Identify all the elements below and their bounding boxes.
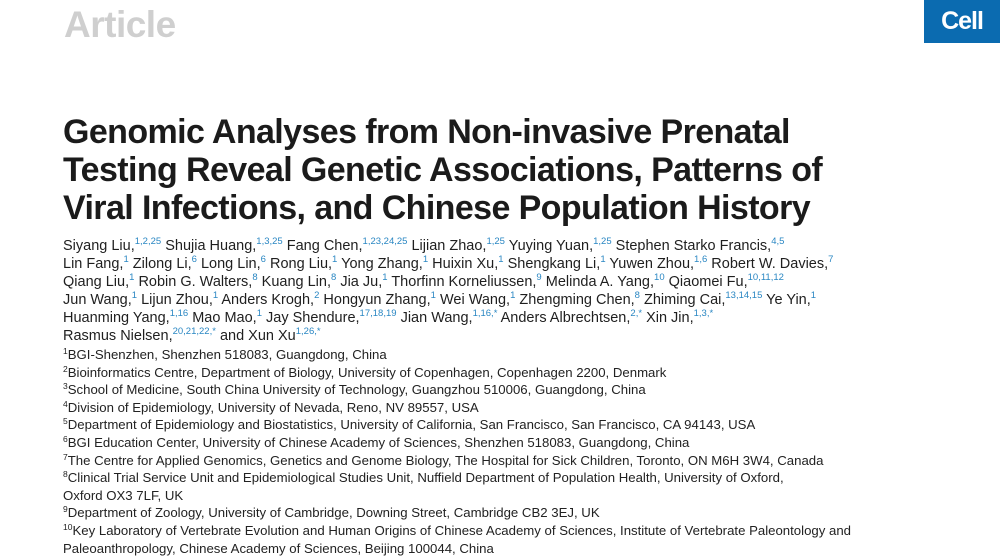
title-line: Testing Reveal Genetic Associations, Patterns of	[63, 151, 823, 189]
author-name: Xin Jin,	[646, 309, 694, 326]
author-name: Shengkang Li,	[507, 255, 601, 272]
author-affiliation-marks[interactable]: 1	[498, 253, 504, 265]
author-name: Yuwen Zhou,	[609, 255, 695, 272]
affiliation	[63, 487, 943, 505]
author[interactable]	[340, 271, 388, 290]
author-name: Jia Ju,	[340, 273, 383, 290]
author[interactable]	[766, 289, 817, 308]
author[interactable]	[200, 253, 266, 272]
journal-logo[interactable]	[924, 0, 1000, 43]
affiliation-text: Clinical Trial Service Unit and Epidemiological Studies Unit, Nuffield Department of Population Health, University of Oxford,	[67, 470, 784, 486]
author[interactable]	[221, 289, 320, 308]
author[interactable]	[192, 307, 262, 326]
author[interactable]	[609, 253, 708, 272]
author-affiliation-marks[interactable]: 17,18,19	[359, 307, 397, 319]
affiliation-text: Key Laboratory of Vertebrate Evolution and Human Origins of Chinese Academy of Sciences, Institute of Vertebrate Paleontology and	[72, 522, 851, 538]
affiliation-text: Bioinformatics Centre, Department of Biology, University of Copenhagen, Copenhagen 2200, Denmark	[67, 364, 667, 380]
author-name: Hongyun Zhang,	[323, 291, 431, 308]
affiliation	[63, 540, 943, 557]
affiliation-number: 9	[63, 504, 68, 515]
author[interactable]	[391, 271, 542, 290]
affiliation-text: BGI Education Center, University of Chinese Academy of Sciences, Shenzhen 518083, Guangdong, China	[67, 434, 690, 450]
author-name: Long Lin,	[200, 255, 261, 272]
journal-logo-text: Cell	[941, 7, 983, 35]
author-affiliation-marks[interactable]: 1,3,25	[256, 236, 283, 247]
affiliation-text: Department of Zoology, University of Cambridge, Downing Street, Cambridge CB2 3EJ, UK	[67, 505, 600, 521]
author[interactable]	[63, 325, 216, 344]
author[interactable]	[287, 238, 408, 254]
author-affiliation-marks[interactable]: 2	[314, 289, 320, 301]
affiliation-text: Oxford OX3 7LF, UK	[63, 487, 184, 503]
author-affiliation-marks[interactable]: 1,2,25	[134, 236, 162, 247]
affiliation	[63, 364, 943, 382]
author-affiliation-marks[interactable]: 6	[260, 253, 266, 265]
author[interactable]	[165, 238, 283, 254]
author[interactable]	[219, 325, 321, 344]
author-name: Yong Zhang,	[341, 255, 423, 272]
author-name: Jian Wang,	[400, 309, 473, 326]
affiliation	[63, 416, 943, 434]
author[interactable]	[341, 253, 429, 272]
author-affiliation-marks[interactable]: 1	[600, 253, 606, 265]
author-name: Qiaomei Fu,	[668, 273, 748, 290]
author[interactable]	[500, 307, 643, 326]
affiliation-text: Paleoanthropology, Chinese Academy of Sciences, Beijing 100044, China	[63, 540, 494, 556]
affiliation-number: 2	[63, 363, 68, 374]
affiliation-list	[63, 346, 943, 557]
author-affiliation-marks[interactable]: 4,5	[771, 236, 785, 247]
author-affiliation-marks[interactable]: 10,11,12	[747, 271, 784, 283]
author-name: Rong Liu,	[269, 255, 333, 272]
affiliation-number: 5	[63, 416, 68, 427]
author-name: Qiang Liu,	[63, 273, 130, 290]
author[interactable]	[266, 307, 397, 326]
affiliation	[63, 434, 943, 452]
author[interactable]	[411, 238, 504, 254]
author-affiliation-marks[interactable]: 1,3,*	[693, 307, 714, 319]
section-label: Article	[64, 4, 176, 45]
author-affiliation-marks[interactable]: 1,16	[169, 307, 189, 319]
author-affiliation-marks[interactable]: 1	[510, 289, 516, 301]
author-name: Jun Wang,	[63, 291, 132, 308]
author-name: Melinda A. Yang,	[545, 273, 655, 290]
author-affiliation-marks[interactable]: 1	[332, 253, 338, 265]
affiliation	[63, 522, 943, 540]
author-affiliation-marks[interactable]: 13,14,15	[725, 289, 763, 301]
affiliation	[63, 452, 943, 470]
author[interactable]	[432, 253, 504, 272]
author-affiliation-marks[interactable]: 8	[331, 271, 337, 283]
author[interactable]	[439, 289, 516, 308]
affiliation-number: 1	[63, 346, 68, 356]
author-affiliation-marks[interactable]: 1,23,24,25	[362, 236, 408, 247]
author-name: Lijun Zhou,	[141, 291, 213, 308]
author-affiliation-marks[interactable]: 1	[129, 271, 135, 283]
affiliation-text: BGI-Shenzhen, Shenzhen 518083, Guangdong, China	[67, 347, 387, 362]
affiliation	[63, 504, 943, 522]
author-line	[63, 289, 943, 310]
author[interactable]	[269, 253, 338, 272]
author-name: Wei Wang,	[439, 291, 511, 308]
author-name: Jay Shendure,	[266, 309, 360, 326]
author-name: Yuying Yuan,	[508, 238, 594, 254]
author[interactable]	[323, 289, 436, 308]
affiliation-number: 3	[63, 381, 68, 392]
author-affiliation-marks[interactable]: 1	[256, 307, 262, 319]
author-line	[63, 253, 943, 274]
article-title	[63, 113, 863, 227]
author-list	[63, 238, 943, 345]
affiliation	[63, 469, 943, 487]
affiliation-number: 7	[63, 451, 68, 462]
author-name: Fang Chen,	[286, 238, 363, 254]
author-affiliation-marks[interactable]: 1	[810, 289, 817, 301]
author[interactable]	[507, 253, 606, 272]
author[interactable]	[711, 253, 834, 272]
author[interactable]	[616, 238, 785, 254]
author[interactable]	[519, 289, 640, 308]
author[interactable]	[644, 289, 763, 308]
author[interactable]	[63, 307, 189, 326]
author-affiliation-marks[interactable]: 1	[382, 271, 388, 283]
affiliation	[63, 346, 943, 364]
author[interactable]	[400, 307, 498, 326]
author-affiliation-marks[interactable]: 7	[828, 253, 834, 265]
author-affiliation-marks[interactable]: 1	[422, 253, 429, 265]
author[interactable]	[261, 271, 337, 290]
author-name: Zhiming Cai,	[644, 291, 726, 308]
author[interactable]	[646, 307, 714, 326]
affiliation	[63, 399, 943, 417]
author-name: Zhengming Chen,	[519, 291, 635, 308]
author-name: Rasmus Nielsen,	[63, 327, 173, 344]
author[interactable]	[545, 271, 665, 290]
author-name: Kuang Lin,	[261, 273, 331, 290]
title-line: Viral Infections, and Chinese Population History	[63, 189, 811, 227]
author-affiliation-marks[interactable]: 1	[131, 289, 138, 301]
author-affiliation-marks[interactable]: 1,16,*	[472, 307, 498, 319]
author-affiliation-marks[interactable]: 1,25	[486, 236, 505, 247]
author-name: Lin Fang,	[63, 255, 124, 272]
author[interactable]	[668, 271, 784, 290]
author[interactable]	[63, 289, 138, 308]
author-name: Huanming Yang,	[63, 309, 170, 326]
author-line	[63, 325, 943, 346]
author[interactable]	[63, 271, 135, 290]
affiliation-number: 10	[63, 521, 73, 532]
author-affiliation-marks[interactable]: 1,26,*	[295, 325, 321, 337]
author-affiliation-marks[interactable]: 8	[252, 271, 258, 283]
author-name: Ye Yin,	[766, 291, 811, 308]
author[interactable]	[63, 253, 129, 272]
author-affiliation-marks[interactable]: 1,25	[593, 236, 612, 247]
author-affiliation-marks[interactable]: 6	[191, 253, 197, 265]
author-name: Lijian Zhao,	[411, 238, 487, 254]
author[interactable]	[132, 253, 197, 272]
author[interactable]	[509, 238, 612, 254]
author-name: and Xun Xu	[219, 327, 296, 344]
author-name: Mao Mao,	[192, 309, 257, 326]
author-name: Zilong Li,	[132, 255, 192, 272]
author-affiliation-marks[interactable]: 2,*	[630, 307, 643, 319]
author-affiliation-marks[interactable]: 20,21,22,*	[172, 325, 216, 337]
author-affiliation-marks[interactable]: 9	[536, 271, 542, 283]
affiliation-number: 4	[63, 398, 68, 409]
affiliation-text: Department of Epidemiology and Biostatistics, University of California, San Francisco, San Francisco, CA 94143, USA	[67, 417, 756, 433]
author-name: Anders Albrechtsen,	[500, 309, 631, 326]
author-affiliation-marks[interactable]: 1	[430, 289, 436, 301]
author[interactable]	[138, 271, 258, 290]
author-affiliation-marks[interactable]: 8	[634, 289, 640, 301]
author-name: Robin G. Walters,	[138, 273, 253, 290]
affiliation-text: The Centre for Applied Genomics, Genetics and Genome Biology, The Hospital for Sick Children, Toronto, ON M6H 3W4, Canada	[67, 452, 824, 468]
author-name: Thorfinn Korneliussen,	[391, 273, 537, 290]
author-affiliation-marks[interactable]: 1	[212, 289, 219, 301]
affiliation-number: 8	[63, 469, 68, 480]
author-affiliation-marks[interactable]: 10	[654, 271, 665, 283]
title-line: Genomic Analyses from Non-invasive Prenatal	[63, 113, 790, 151]
author-name: Stephen Starko Francis,	[615, 238, 772, 254]
author-name: Robert W. Davies,	[711, 255, 829, 272]
author-affiliation-marks[interactable]: 1,6	[694, 253, 708, 265]
affiliation	[63, 381, 943, 399]
author[interactable]	[141, 289, 219, 308]
author[interactable]	[63, 238, 161, 254]
affiliation-text: Division of Epidemiology, University of Nevada, Reno, NV 89557, USA	[67, 399, 479, 415]
author-name: Siyang Liu,	[63, 238, 135, 254]
author-name: Huixin Xu,	[432, 255, 499, 272]
author-name: Shujia Huang,	[165, 238, 257, 254]
affiliation-number: 6	[63, 433, 68, 444]
author-affiliation-marks[interactable]: 1	[123, 253, 129, 265]
affiliation-text: School of Medicine, South China University of Technology, Guangzhou 510006, Guangdong, China	[67, 382, 646, 398]
author-name: Anders Krogh,	[221, 291, 315, 308]
